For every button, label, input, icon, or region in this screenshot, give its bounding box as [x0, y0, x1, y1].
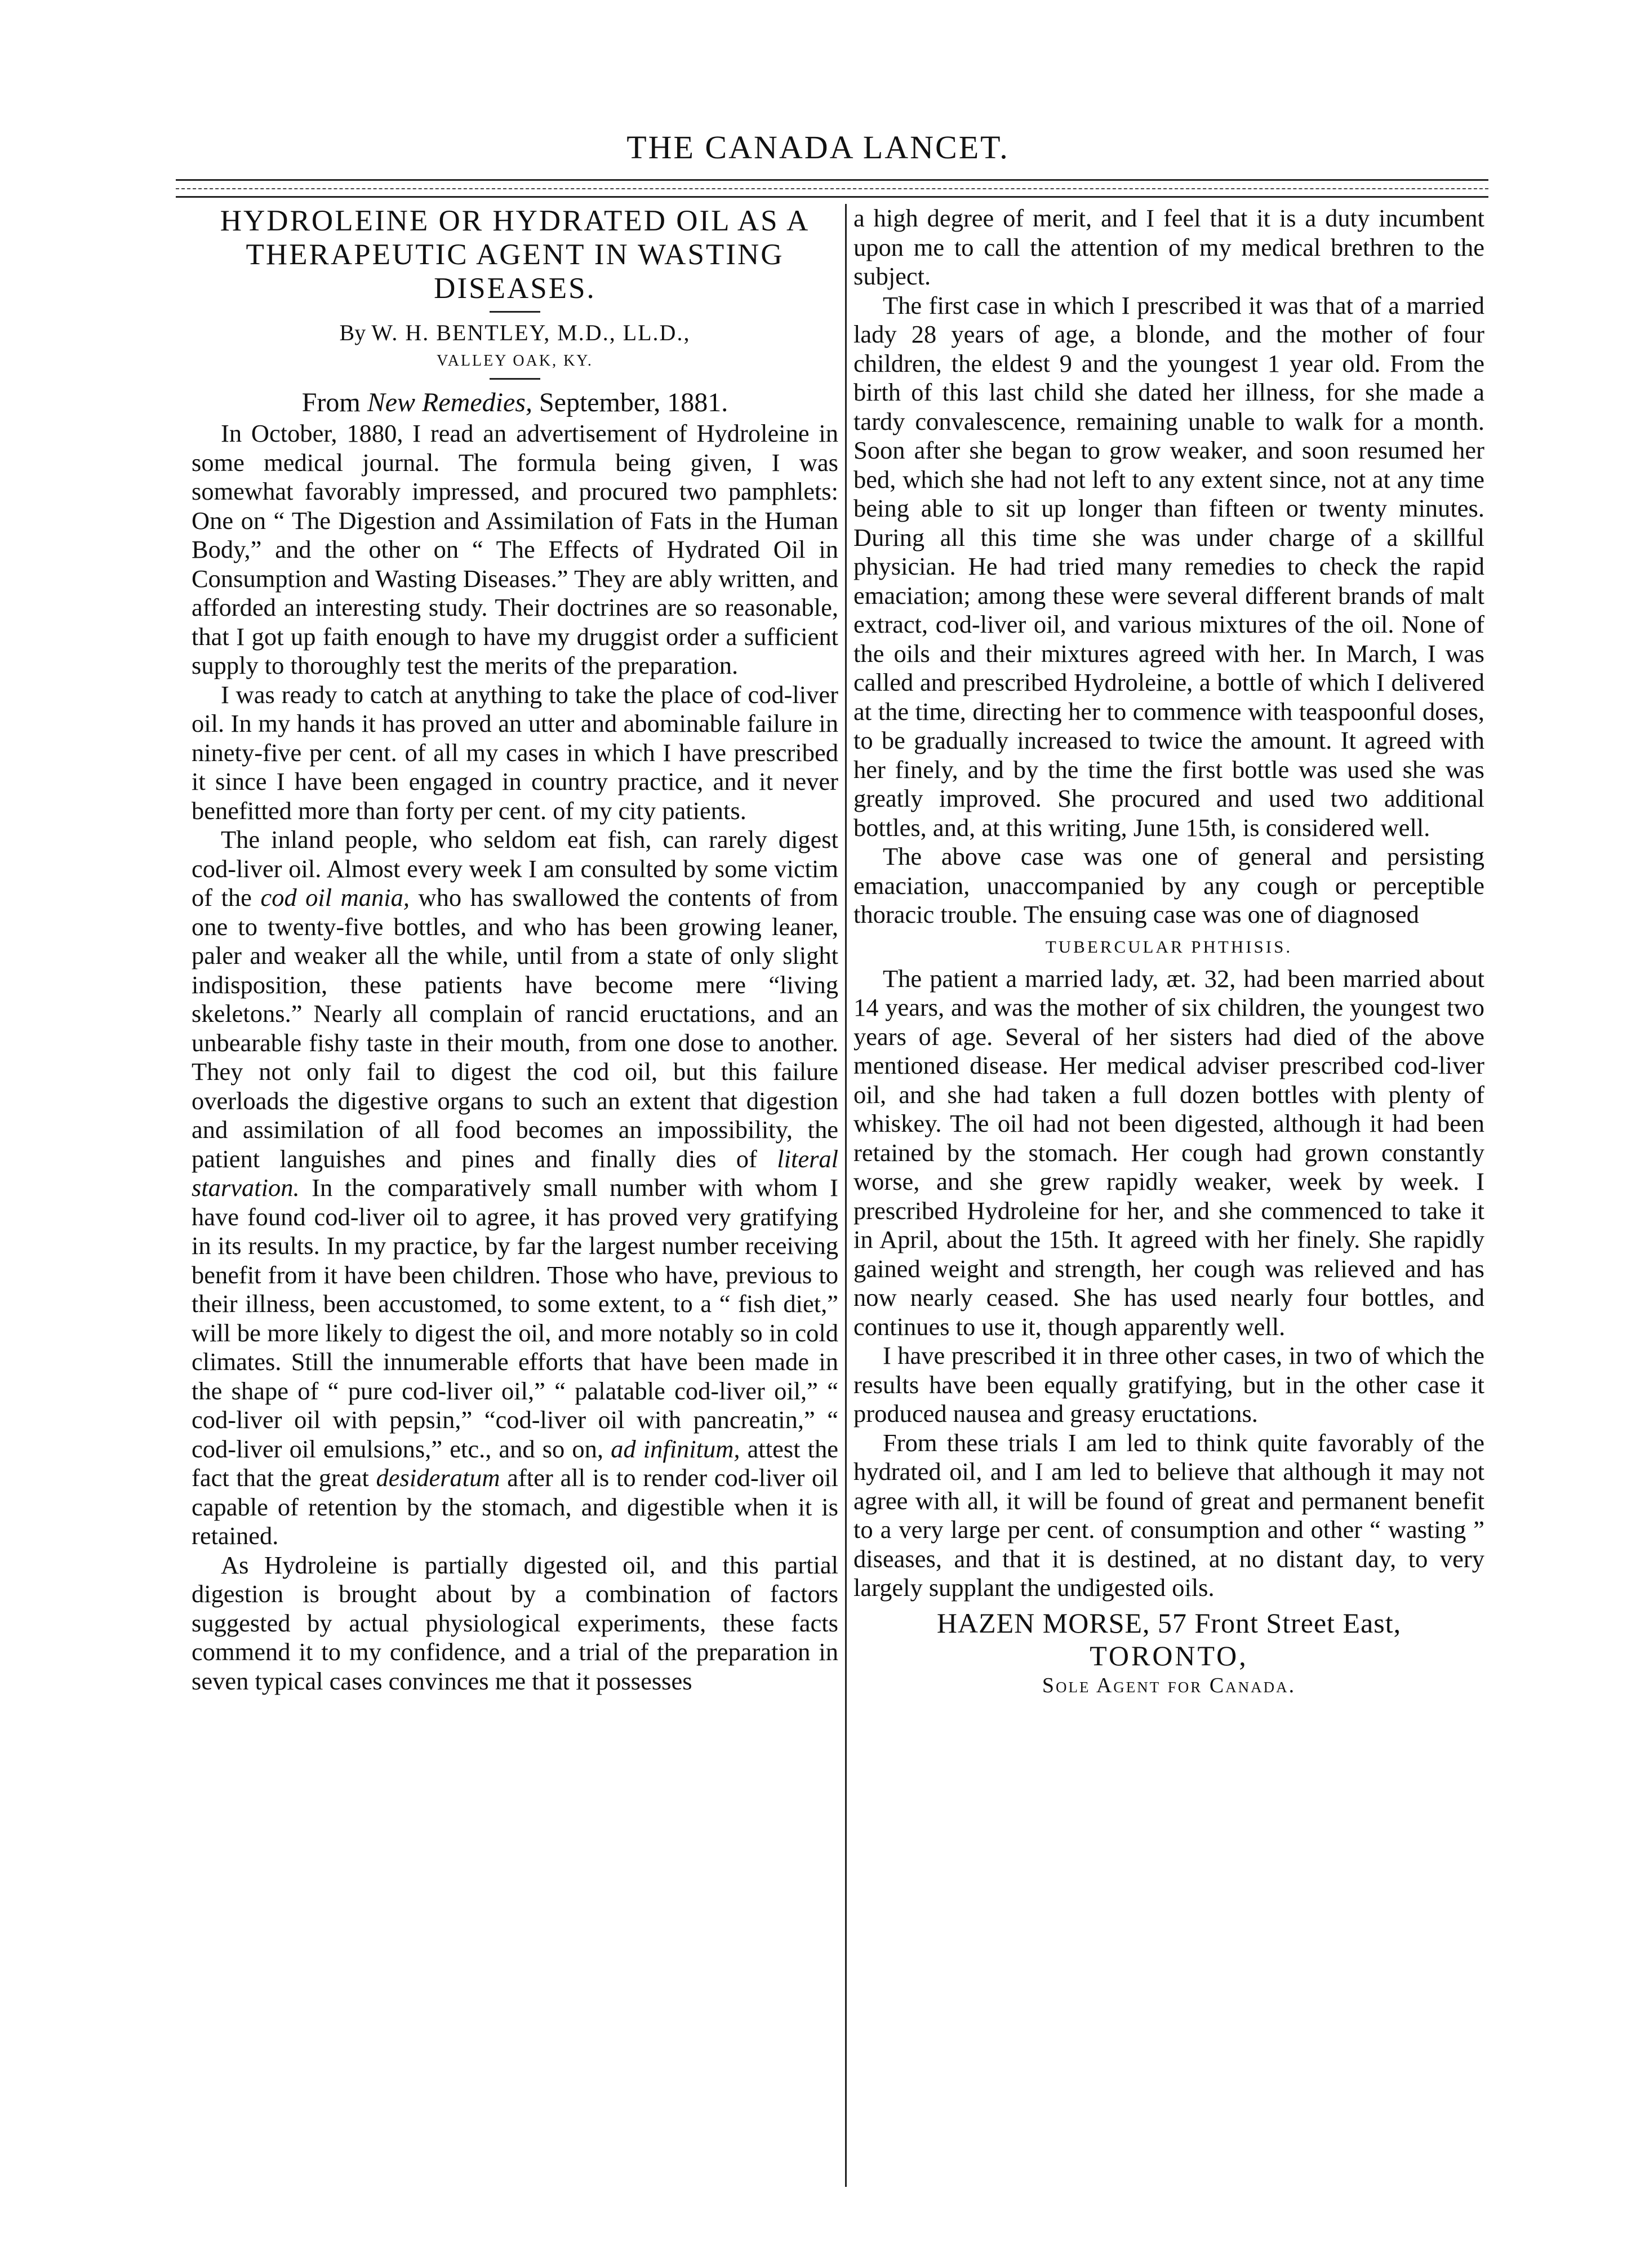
paragraph-3-italic-3: ad infinitum,: [611, 1434, 740, 1463]
paragraph-2: I was ready to catch at anything to take the place of cod-liver oil. In my hands it has proved an utter and abominable failure in ninety-five per cent. of all my cases in which I have prescribed it since I have been engaged in country practice, and it never benefitted more than forty per cent. of my city patients.: [192, 680, 838, 825]
header-rule-dashed: [176, 188, 1488, 189]
paragraph-3-italic-2: literal starvation.: [192, 1144, 839, 1202]
paragraph-3: [192, 825, 838, 1551]
left-column: [192, 204, 838, 1696]
section-heading: TUBERCULAR PHTHISIS.: [1045, 936, 1293, 957]
paragraph-4: As Hydroleine is partially digested oil, and this partial digestion is brought about by a combination of factors suggested by actual physiological experiments, these facts commend it to my confidence, and a trial of the preparation in seven typical cases convinces me that it possesses: [192, 1550, 838, 1695]
paragraph-1: In October, 1880, I read an advertisement of Hydroleine in some medical journal. The formula being given, I was somewhat favorably impressed, and procured two pamphlets: One on “ The Digestion and Assimilation of Fats in the Human Body,” and the other on “ The Effects of Hydrated Oil in Consumption and Wasting Diseases.” They are ably written, and afforded an interesting study. Their doctrines are so reasonable, that I got up faith enough to have my druggist order a sufficient supply to thoroughly test the merits of the preparation.: [192, 419, 838, 679]
header-rule-lower: [176, 196, 1488, 198]
source-prefix: From: [301, 388, 361, 417]
running-title: THE CANADA LANCET.: [626, 129, 1010, 166]
author-name: W. H. BENTLEY, M.D., LL.D.,: [371, 320, 691, 345]
article-title: HYDROLEINE OR HYDRATED OIL AS A THERAPEUTIC AGENT IN WASTING DISEASES.: [220, 204, 810, 305]
paragraph-5: The first case in which I prescribed it was that of a married lady 28 years of age, a blonde, and the mother of four children, the eldest 9 and the youngest 1 year old. From the birth of this last child she dated her illness, for she made a tardy convalescence, remaining unable to walk for a month. Soon after she began to grow weaker, and soon resumed her bed, which she had not left to any extent since, not at any time being able to sit up longer than fifteen or twenty minutes. During all this time she was under charge of a skillful physician. He had tried many remedies to check the rapid emaciation; among these were several different brands of malt extract, cod-liver oil, and various mixtures of the oil. None of the oils and their mixtures agreed with her. In March, I was called and prescribed Hydroleine, a bottle of which I delivered at the time, directing her to commence with teaspoonful doses, to be gradually increased to twice the amount. It agreed with her finely, and by the time the first bottle was used she was greatly improved. She procured and used two additional bottles, and, at this writing, June 15th, is considered well.: [853, 291, 1484, 842]
advertisement: [853, 1606, 1484, 1700]
paragraph-4-continued: a high degree of merit, and I feel that it is a duty incumbent upon me to call the attention of my medical brethren to the subject.: [853, 204, 1484, 290]
paragraph-3-part-b: who has swallowed the contents of from one to twenty-five bottles, and who has been growing leaner, paler and weaker all the while, until from a state of only slight indisposition, these patients have become mere “living skeletons.” Nearly all complain of rancid eructations, and an unbearable fishy taste in their mouth, from one dose to another. They not only fail to digest the cod oil, but this failure overloads the digestive organs to such an extent that digestion and assimilation of all food becomes an impossibility, the patient languishes and pines and finally dies of: [192, 883, 839, 1173]
paragraph-3-part-e: after all is to render cod-liver oil capable of retention by the stomach, and digestible when it is retained.: [192, 1464, 839, 1550]
paragraph-3-italic-4: desideratum: [376, 1464, 500, 1492]
source-date: September, 1881.: [539, 388, 728, 417]
paragraph-3-part-c: In the comparatively small number with whom I have found cod-liver oil to agree, it has proved very gratifying in its results. In my practice, by far the largest number receiving benefit from it have been children. Those who have, previous to their illness, been accustomed, to some extent, to a “ fish diet,” will be more likely to digest the oil, and more notably so in cold climates. Still the innumerable efforts that have been made in the shape of “ pure cod-liver oil,” “ palatable cod-liver oil,” “ cod-liver oil with pepsin,” “cod-liver oil with pancreatin,” “ cod-liver oil emulsions,” etc., and so on,: [192, 1173, 839, 1463]
author-location: VALLEY OAK, KY.: [437, 352, 593, 370]
byline: [192, 319, 838, 346]
paragraph-3-italic-1: cod oil mania,: [260, 883, 410, 911]
title-rule: [490, 311, 540, 313]
paragraph-3-part-a: The inland people, who seldom eat fish, can rarely digest cod-liver oil. Almost every week I am consulted by some victim of the: [192, 825, 838, 911]
agent-city: TORONTO,: [1090, 1639, 1248, 1671]
paragraph-3-part-d: attest the fact that the great: [192, 1434, 839, 1492]
agent-role: Sole Agent for Canada.: [1042, 1673, 1296, 1697]
paragraph-6: The above case was one of general and persisting emaciation, unaccompanied by any cough or perceptible thoracic trouble. The ensuing case was one of diagnosed: [853, 842, 1484, 928]
header-rule: [176, 179, 1488, 181]
paragraph-7: The patient a married lady, æt. 32, had been married about 14 years, and was the mother of six children, the youngest two years of age. Several of her sisters had died of the above mentioned disease. Her medical adviser prescribed cod-liver oil, and she had taken a full dozen bottles with plenty of whiskey. The oil had not been digested, although it had been retained by the stomach. Her cough had grown constantly worse, and she grew rapidly weaker, week by week. I prescribed Hydroleine for her, and she commenced to take it in April, about the 15th. It agreed with her finely. She rapidly gained weight and strength, her cough was relieved and has now nearly ceased. She has used nearly four bottles, and continues to use it, though apparently well.: [853, 964, 1484, 1341]
source-journal: New Remedies,: [367, 388, 532, 417]
right-column: [853, 204, 1484, 1700]
column-divider: [845, 204, 847, 2187]
agent-address: HAZEN MORSE, 57 Front Street East,: [936, 1607, 1402, 1639]
source-line: [192, 386, 838, 419]
byline-prefix: By: [339, 320, 366, 345]
paragraph-9: From these trials I am led to think quite favorably of the hydrated oil, and I am led to believe that although it may not agree with all, it will be found of great and permanent benefit to a very large per cent. of consumption and other “ wasting ” diseases, and that it is destined, at no distant day, to very largely supplant the undigested oils.: [853, 1428, 1484, 1602]
byline-rule: [490, 378, 540, 380]
paragraph-8: I have prescribed it in three other cases, in two of which the results have been equally gratifying, but in the other case it produced nausea and greasy eructations.: [853, 1341, 1484, 1427]
